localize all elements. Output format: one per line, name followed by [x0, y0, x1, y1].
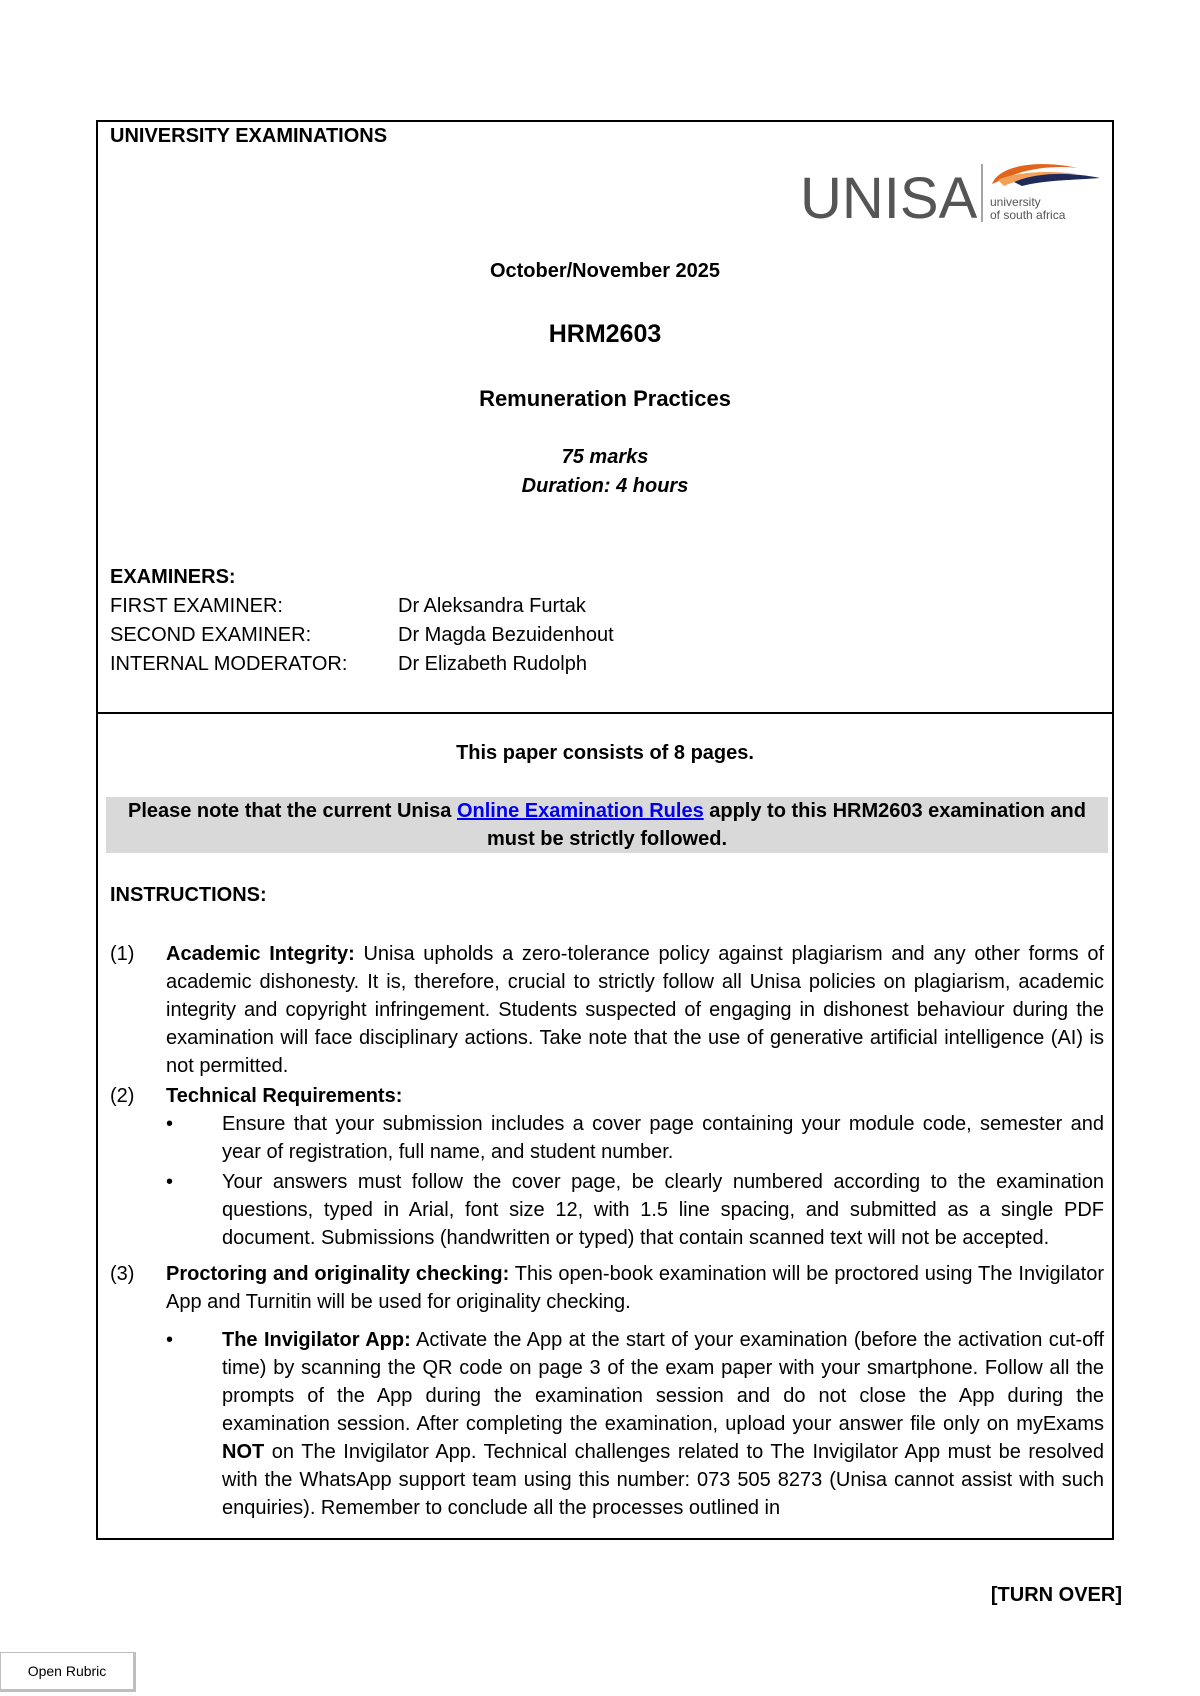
- exam-duration: Duration: 4 hours: [521, 475, 689, 497]
- bullet-text: Ensure that your submission includes a cover page containing your module code, semester and year of registration, full name, and student number.: [222, 1113, 1104, 1163]
- open-rubric-button[interactable]: Open Rubric: [0, 1652, 136, 1692]
- bullet-icon: •: [166, 1171, 174, 1193]
- online-exam-rules-link[interactable]: Online Examination Rules: [456, 800, 704, 822]
- exam-date: October/November 2025: [489, 260, 721, 282]
- instruction-item-proctoring: [110, 1260, 1104, 1522]
- instruction-text: Unisa upholds a zero-tolerance policy against plagiarism and any other forms of academic dishonesty. It is, therefore, crucial to strictly follow all Unisa policies on plagiarism, academic integrity and copyright infringement. Students suspected of engaging in dishonest behaviour during the examination will face disciplinary actions. Take note that the use of generative artificial intelligence (AI) is not permitted.: [166, 943, 1105, 1077]
- examiner-row: [110, 624, 614, 647]
- instruction-number: (3): [110, 1263, 135, 1285]
- list-item: [166, 1168, 1104, 1252]
- examiner-label: FIRST EXAMINER:: [110, 595, 283, 617]
- header-section: [98, 122, 1112, 714]
- university-examinations-title: UNIVERSITY EXAMINATIONS: [110, 125, 388, 147]
- instruction-title: Technical Requirements:: [166, 1085, 403, 1107]
- examiner-name: Dr Aleksandra Furtak: [398, 595, 586, 617]
- notice-text-end: apply to this HRM2603 examination and must be strictly followed.: [486, 800, 1086, 850]
- instruction-number: (2): [110, 1085, 135, 1107]
- total-marks: 75 marks: [561, 446, 649, 468]
- bullet-text: Activate the App at the start of your examination (before the activation cut-off time) by scanning the QR code on page 3 of the exam paper with your smartphone. Follow all the prompts of the App during the examination session and do not close the App during the examination session. After completing the examination, upload your answer file only on myExams: [222, 1329, 1105, 1435]
- logo-subtext-1: university: [990, 195, 1041, 209]
- examiner-row: [110, 653, 587, 676]
- list-item: [166, 1110, 1104, 1166]
- exam-cover-frame: [96, 120, 1114, 1540]
- exam-rules-notice: [106, 797, 1108, 853]
- bullet-title: The Invigilator App:: [222, 1329, 411, 1351]
- list-item: [166, 1326, 1104, 1522]
- instructions-heading: INSTRUCTIONS:: [110, 884, 267, 906]
- turn-over-label: [TURN OVER]: [990, 1584, 1122, 1606]
- instruction-text: This open-book examination will be proctored using The Invigilator App and Turnitin will be used for originality checking.: [166, 1263, 1104, 1313]
- bullet-icon: •: [166, 1329, 174, 1351]
- logo-wordmark: UNISA: [800, 166, 978, 228]
- unisa-logo-graphic: [800, 158, 1104, 228]
- instruction-title: Academic Integrity:: [166, 943, 355, 965]
- examiner-name: Dr Magda Bezuidenhout: [398, 624, 614, 646]
- bullet-text: Your answers must follow the cover page, be clearly numbered according to the examination questions, typed in Arial, font size 12, with 1.5 line spacing, and submitted as a single PDF document. Submissions (handwritten or typed) that contain scanned text will not be accepted.: [222, 1171, 1104, 1249]
- notice-text-start: Please note that the current Unisa: [127, 800, 457, 822]
- bullet-text: on The Invigilator App. Technical challenges related to The Invigilator App must be resolved with the WhatsApp support team using this number: 073 505 8273 (Unisa cannot assist with such enquiries). Remember to conclude all the processes outlined in: [222, 1441, 1104, 1519]
- examiners-heading: EXAMINERS:: [110, 566, 236, 588]
- pages-note: This paper consists of 8 pages.: [456, 742, 754, 764]
- bullet-icon: •: [166, 1113, 174, 1135]
- examiner-name: Dr Elizabeth Rudolph: [398, 653, 587, 675]
- module-code: HRM2603: [548, 320, 662, 348]
- instruction-number: (1): [110, 943, 135, 965]
- examiner-row: [110, 595, 586, 618]
- instruction-item-academic-integrity: [110, 940, 1104, 1080]
- examiner-label: SECOND EXAMINER:: [110, 624, 312, 646]
- logo-subtext-2: of south africa: [990, 208, 1066, 222]
- examiner-label: INTERNAL MODERATOR:: [110, 653, 348, 675]
- bullet-emphasis: NOT: [222, 1441, 265, 1463]
- unisa-logo: [800, 158, 1104, 228]
- module-name: Remuneration Practices: [479, 386, 731, 411]
- instruction-title: Proctoring and originality checking:: [166, 1263, 510, 1285]
- instruction-item-technical-requirements: [110, 1082, 1104, 1252]
